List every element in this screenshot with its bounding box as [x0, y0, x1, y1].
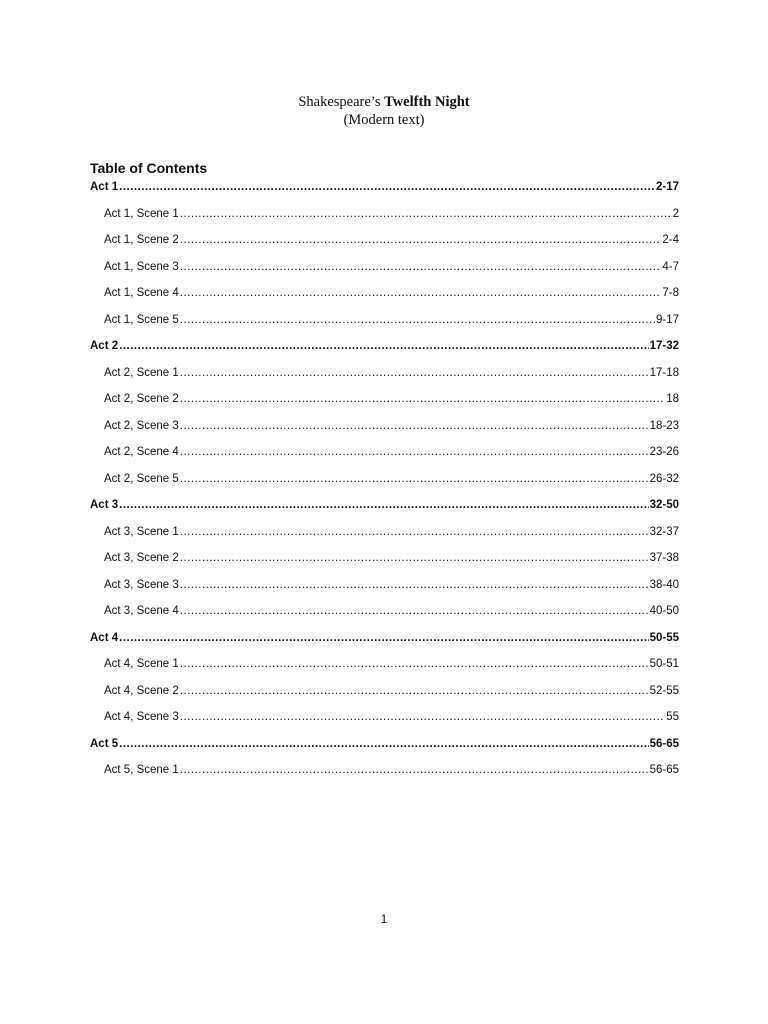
toc-entry-label: Act 2 [90, 340, 119, 352]
toc-entry-act-3-scene-4[interactable] [90, 605, 679, 632]
toc-entry-pages: 2 [672, 207, 679, 220]
toc-entry-label: Act 3 [90, 499, 119, 511]
page-number: 1 [380, 912, 388, 926]
toc-entry-act-3-scene-3[interactable] [90, 579, 679, 606]
dot-leader [180, 526, 649, 538]
toc-entry-label: Act 1 [90, 181, 119, 193]
dot-leader [180, 605, 649, 617]
document-subtitle: (Modern text) [343, 112, 425, 128]
toc-entry-label: Act 2, Scene 3 [104, 419, 179, 432]
toc-entry-pages: 56-65 [649, 737, 679, 750]
toc-entry-label: Act 2, Scene 4 [104, 446, 179, 458]
toc-entry-pages: 50-51 [649, 658, 679, 670]
toc-entry-pages: 52-55 [649, 684, 679, 697]
dot-leader [180, 261, 662, 273]
toc-entry-label: Act 4 [90, 631, 119, 644]
dot-leader [180, 473, 649, 485]
dot-leader [119, 738, 648, 750]
toc-entry-pages: 23-26 [649, 446, 679, 458]
toc-entry-act-1[interactable] [90, 181, 679, 208]
toc-entry-act-1-scene-1[interactable] [90, 208, 679, 235]
toc-entry-pages: 32-50 [649, 499, 679, 511]
toc-entry-pages: 56-65 [649, 764, 679, 776]
toc-entry-act-4[interactable] [90, 632, 679, 659]
toc-entry-act-1-scene-4[interactable] [90, 287, 679, 314]
dot-leader [119, 499, 648, 511]
toc-heading: Table of Contents [90, 160, 208, 176]
toc-entry-pages: 18 [666, 393, 679, 405]
toc-entry-label: Act 4, Scene 2 [104, 684, 179, 697]
title-prefix: Shakespeare’s [298, 94, 385, 110]
toc-entry-act-2-scene-4[interactable] [90, 446, 679, 473]
toc-entry-pages: 2-17 [655, 181, 679, 193]
toc-entry-pages: 37-38 [649, 552, 679, 564]
dot-leader [119, 340, 648, 352]
toc-entry-pages: 26-32 [649, 472, 679, 485]
dot-leader [180, 764, 649, 776]
dot-leader [180, 579, 649, 591]
toc-entry-pages: 55 [666, 711, 679, 723]
toc-entry-act-4-scene-1[interactable] [90, 658, 679, 685]
toc-entry-label: Act 5, Scene 1 [104, 764, 179, 776]
toc-entry-label: Act 3, Scene 4 [104, 605, 179, 617]
toc-entry-pages: 4-7 [662, 260, 679, 273]
dot-leader [180, 420, 649, 432]
toc-entry-pages: 2-4 [662, 234, 679, 246]
toc-entry-pages: 18-23 [649, 419, 679, 432]
toc-entry-act-2-scene-1[interactable] [90, 367, 679, 394]
toc-entry-label: Act 4, Scene 1 [104, 658, 179, 670]
play-title: Twelfth Night [384, 94, 470, 110]
dot-leader [180, 287, 662, 299]
dot-leader [119, 181, 655, 193]
dot-leader [180, 234, 662, 246]
toc-entry-act-1-scene-3[interactable] [90, 261, 679, 288]
dot-leader [119, 632, 648, 644]
dot-leader [180, 314, 655, 326]
toc-entry-act-4-scene-2[interactable] [90, 685, 679, 712]
table-of-contents [90, 181, 679, 791]
toc-entry-act-5-scene-1[interactable] [90, 764, 679, 791]
toc-entry-pages: 17-18 [649, 366, 679, 379]
dot-leader [180, 658, 649, 670]
toc-entry-pages: 32-37 [649, 525, 679, 538]
dot-leader [180, 711, 665, 723]
dot-leader [180, 208, 672, 220]
toc-entry-pages: 38-40 [649, 578, 679, 591]
title-block [0, 93, 768, 129]
toc-entry-act-3-scene-2[interactable] [90, 552, 679, 579]
toc-entry-label: Act 5 [90, 737, 119, 750]
toc-entry-pages: 17-32 [649, 340, 679, 352]
toc-entry-label: Act 3, Scene 3 [104, 578, 179, 591]
toc-entry-pages: 50-55 [649, 631, 679, 644]
toc-entry-label: Act 3, Scene 1 [104, 525, 179, 538]
toc-entry-label: Act 1, Scene 5 [104, 313, 179, 326]
toc-entry-act-4-scene-3[interactable] [90, 711, 679, 738]
toc-entry-act-1-scene-2[interactable] [90, 234, 679, 261]
toc-entry-label: Act 4, Scene 3 [104, 711, 179, 723]
dot-leader [180, 446, 649, 458]
toc-entry-act-3-scene-1[interactable] [90, 526, 679, 553]
toc-entry-label: Act 1, Scene 1 [104, 207, 179, 220]
toc-entry-pages: 9-17 [655, 313, 679, 326]
toc-entry-act-1-scene-5[interactable] [90, 314, 679, 341]
toc-entry-act-2[interactable] [90, 340, 679, 367]
toc-entry-label: Act 1, Scene 3 [104, 260, 179, 273]
toc-entry-label: Act 2, Scene 2 [104, 393, 179, 405]
document-title [0, 93, 768, 111]
dot-leader [180, 685, 649, 697]
toc-entry-act-5[interactable] [90, 738, 679, 765]
toc-entry-act-2-scene-3[interactable] [90, 420, 679, 447]
toc-entry-act-2-scene-2[interactable] [90, 393, 679, 420]
toc-entry-label: Act 1, Scene 2 [104, 234, 179, 246]
toc-entry-act-3[interactable] [90, 499, 679, 526]
dot-leader [180, 552, 649, 564]
toc-entry-label: Act 2, Scene 5 [104, 472, 179, 485]
toc-entry-label: Act 1, Scene 4 [104, 287, 179, 299]
toc-entry-label: Act 3, Scene 2 [104, 552, 179, 564]
dot-leader [180, 367, 649, 379]
toc-entry-pages: 7-8 [662, 287, 679, 299]
toc-entry-act-2-scene-5[interactable] [90, 473, 679, 500]
toc-entry-label: Act 2, Scene 1 [104, 366, 179, 379]
toc-entry-pages: 40-50 [649, 605, 679, 617]
dot-leader [180, 393, 665, 405]
